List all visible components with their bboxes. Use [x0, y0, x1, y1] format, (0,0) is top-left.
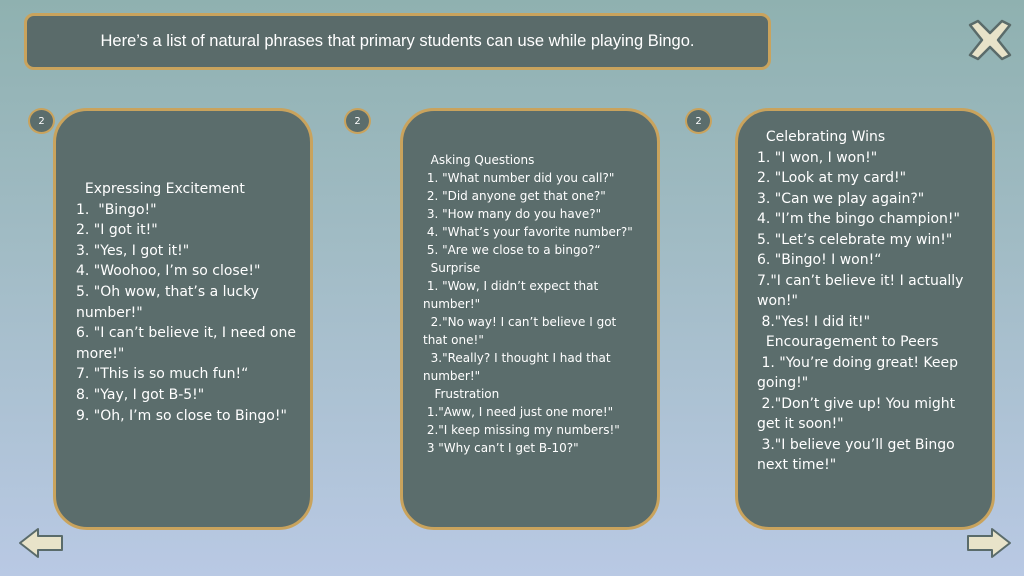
card-line: 3. "How many do you have?" [423, 207, 602, 221]
card-line: 2."Don’t give up! You might [757, 395, 956, 412]
card-expressing-excitement [53, 108, 313, 530]
banner-text: Here’s a list of natural phrases that primary students can use while playing Bingo. [100, 32, 695, 50]
card-line: 2."I keep missing my numbers!" [423, 423, 620, 437]
card-line: 1. "Wow, I didn’t expect that [423, 279, 599, 293]
card-line: Frustration [423, 387, 500, 401]
card-line: more!" [76, 345, 125, 362]
right-arrow-icon[interactable] [966, 527, 1012, 559]
card-line: 1. "You’re doing great! Keep [757, 354, 959, 371]
card-line: 2. "I got it!" [76, 222, 158, 239]
card-line: 4. "What’s your favorite number?" [423, 225, 633, 239]
card-line: 6. "I can’t believe it, I need one [76, 325, 296, 342]
instruction-banner [24, 13, 771, 70]
card-line: 5. "Oh wow, that’s a lucky [76, 283, 259, 300]
close-x-icon[interactable] [966, 19, 1014, 61]
card-line: get it soon!" [757, 416, 844, 432]
card-line: 9. "Oh, I’m so close to Bingo!" [76, 407, 287, 424]
card-line: 1. "Bingo!" [76, 201, 157, 218]
card-line: number!" [423, 369, 481, 383]
card-line: Encouragement to Peers [757, 334, 939, 350]
card-line: 1. "I won, I won!" [757, 149, 878, 166]
card-line: 3. "Yes, I got it!" [76, 242, 190, 259]
card-line: 8."Yes! I did it!" [757, 313, 871, 330]
left-arrow-icon[interactable] [18, 527, 64, 559]
card-questions-surprise-frustration [400, 108, 660, 530]
card-line: Surprise [423, 261, 481, 275]
card-line: 2. "Did anyone get that one?" [423, 189, 606, 203]
card-line: 4. "I’m the bingo champion!" [757, 211, 960, 227]
card-1-badge: 2 [28, 108, 55, 134]
card-line: 3. "Can we play again?" [757, 190, 925, 207]
card-line: 2. "Look at my card!" [757, 170, 907, 186]
card-line: number!" [423, 297, 481, 311]
card-line: Asking Questions [423, 153, 535, 167]
card-line: Expressing Excitement [76, 181, 245, 197]
card-line: that one!" [423, 333, 484, 347]
card-line: 2."No way! I can’t believe I got [423, 315, 617, 329]
card-line: 7."I can’t believe it! I actually [757, 272, 964, 289]
card-line: 3."I believe you’ll get Bingo [757, 436, 955, 453]
card-line: Celebrating Wins [757, 129, 886, 145]
card-2-badge: 2 [344, 108, 371, 134]
card-line: 7. "This is so much fun!“ [76, 366, 249, 383]
card-line: 3 "Why can’t I get B-10?" [423, 441, 579, 455]
card-line: going!" [757, 375, 809, 391]
card-line: 5. "Are we close to a bingo?“ [423, 243, 601, 257]
card-line: 3."Really? I thought I had that [423, 351, 611, 365]
card-line: 5. "Let’s celebrate my win!" [757, 231, 953, 248]
card-line: next time!" [757, 457, 837, 473]
card-celebrating-encouragement [735, 108, 995, 530]
card-line: 1. "What number did you call?" [423, 171, 615, 185]
card-line: won!" [757, 293, 798, 309]
card-line: 8. "Yay, I got B-5!" [76, 386, 205, 403]
card-line: 4. "Woohoo, I’m so close!" [76, 263, 261, 280]
card-line: number!" [76, 304, 143, 321]
card-line: 6. "Bingo! I won!“ [757, 252, 882, 268]
card-line: 1."Aww, I need just one more!" [423, 405, 614, 419]
card-3-badge: 2 [685, 108, 712, 134]
